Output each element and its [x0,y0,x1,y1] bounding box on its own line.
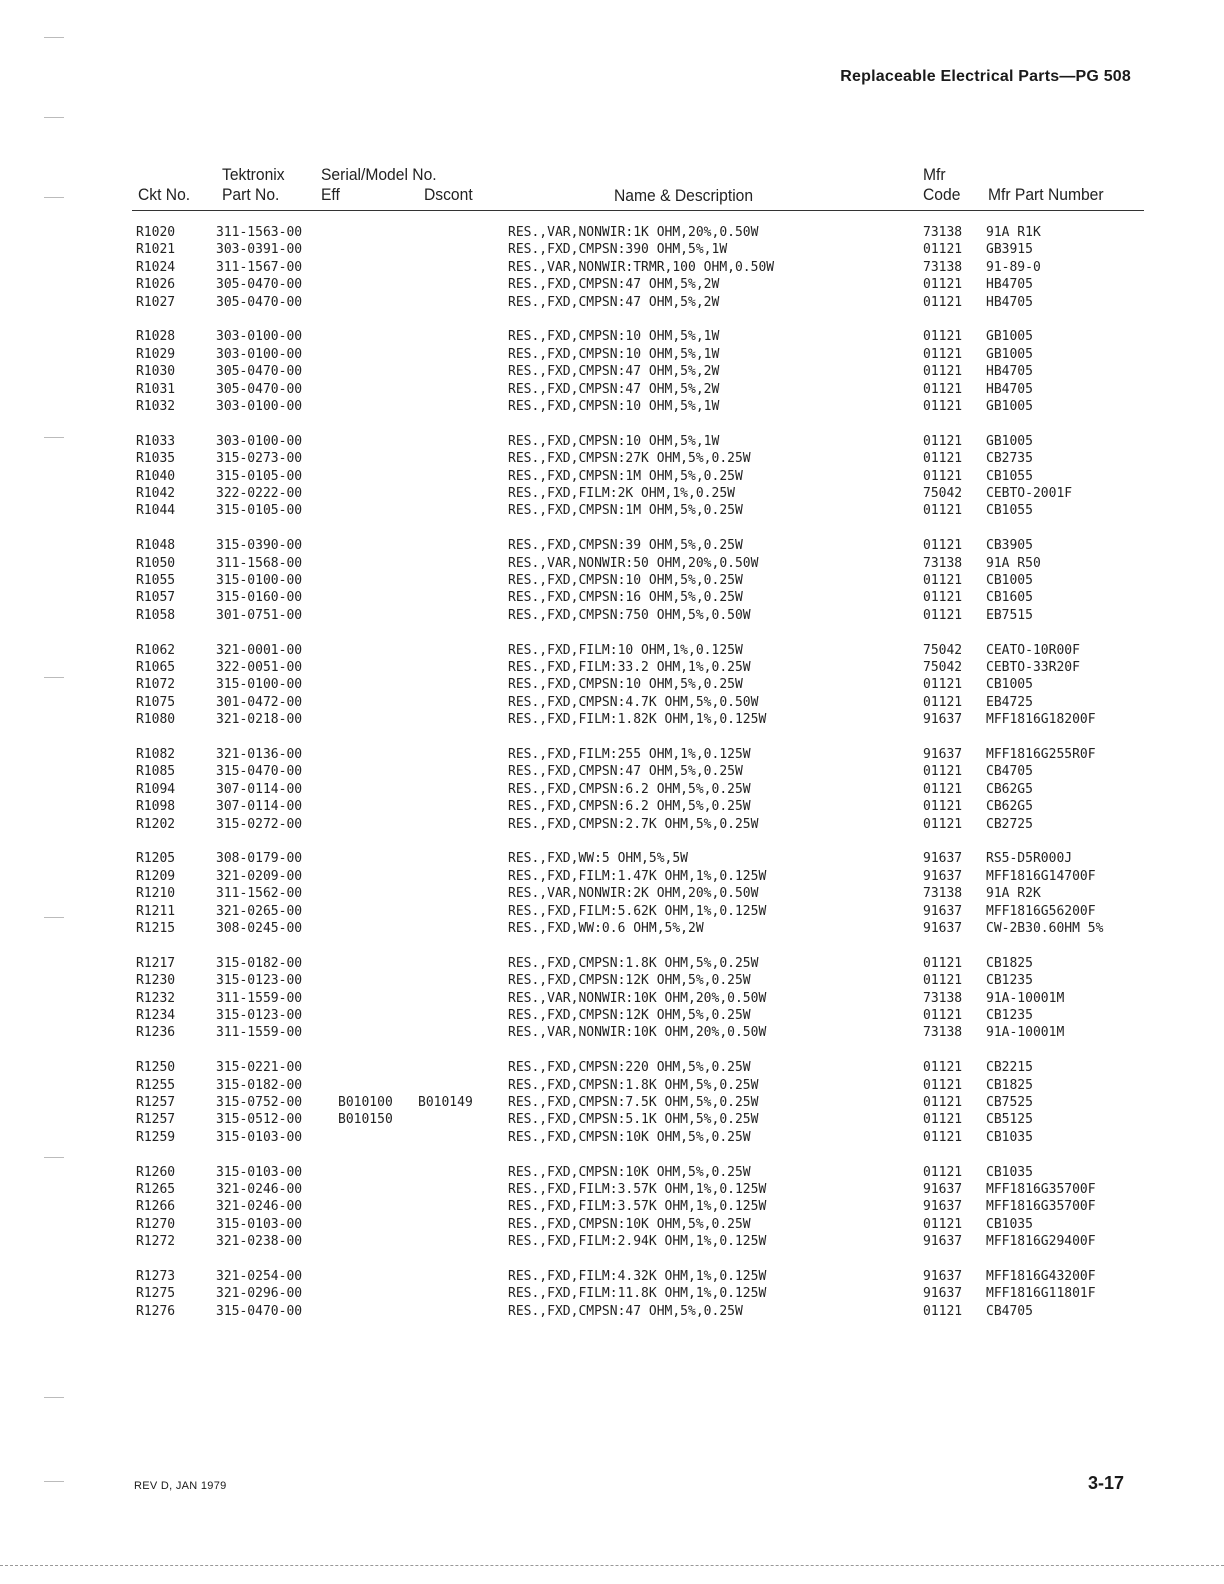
description-cell: RES.,FXD,WW:5 OHM,5%,5W [508,851,689,867]
ckt-no-cell: R1236 [136,1025,176,1041]
margin-mark [44,117,64,118]
ckt-no-cell: R1082 [136,747,176,762]
mfr-part-cell: CB1605 [986,590,1033,606]
margin-mark [44,1157,64,1158]
mfr-code-cell: 01121 [923,433,963,449]
part-no-cell: 321-0246-00 [216,1199,303,1215]
mfr-code-cell: 73138 [923,225,963,240]
ckt-no-cell: R1026 [136,277,176,293]
ckt-no-cell: R1057 [136,590,176,606]
margin-mark [44,37,64,38]
margin-mark [44,437,64,438]
description-cell: RES.,FXD,CMPSN:10K OHM,5%,0.25W [508,1129,751,1145]
part-no-cell: 311-1568-00 [216,555,303,571]
mfr-code-cell: 01121 [923,1303,963,1319]
part-no-cell: 321-0265-00 [216,903,303,919]
mfr-code-cell: 01121 [923,364,963,380]
mfr-part-cell: MFF1816G29400F [986,1234,1096,1250]
description-cell: RES.,FXD,CMPSN:12K OHM,5%,0.25W [508,973,751,989]
mfr-part-cell: 91A-10001M [986,1025,1065,1041]
description-cell: RES.,FXD,CMPSN:220 OHM,5%,0.25W [508,1060,751,1076]
ckt-no-cell: R1205 [136,851,176,867]
ckt-no-cell: R1030 [136,364,176,380]
ckt-no-cell: R1055 [136,573,176,588]
part-no-cell: 305-0470-00 [216,364,303,380]
part-no-cell: 315-0123-00 [216,1008,303,1023]
mfr-code-cell: 01121 [923,1077,963,1093]
part-no-cell: 321-0238-00 [216,1234,303,1250]
mfr-code-cell: 01121 [923,590,963,606]
description-cell: RES.,FXD,CMPSN:10 OHM,5%,0.25W [508,573,743,588]
mfr-part-cell: CEBTO-33R20F [986,660,1080,675]
col-dscont: Dscont [424,185,473,204]
ckt-no-cell: R1080 [136,712,176,728]
description-cell: RES.,FXD,CMPSN:16 OHM,5%,0.25W [508,590,743,606]
part-no-cell: 315-0390-00 [216,538,303,554]
part-no-cell: 303-0100-00 [216,346,303,362]
part-no-cell: 311-1567-00 [216,259,303,275]
part-no-cell: 322-0051-00 [216,660,303,675]
mfr-part-cell: CB4705 [986,764,1033,780]
col-tektronix: Tektronix [222,165,285,184]
mfr-code-cell: 01121 [923,816,963,832]
ckt-no-cell: R1024 [136,259,176,275]
description-cell: RES.,FXD,FILM:10 OHM,1%,0.125W [508,642,743,658]
description-cell: RES.,FXD,CMPSN:4.7K OHM,5%,0.50W [508,694,759,710]
mfr-code-cell: 91637 [923,747,963,762]
margin-mark [44,677,64,678]
description-cell: RES.,FXD,CMPSN:47 OHM,5%,2W [508,381,720,397]
mfr-code-cell: 91637 [923,851,963,867]
col-code: Code [923,185,961,204]
mfr-part-cell: HB4705 [986,277,1033,293]
description-cell: RES.,FXD,CMPSN:39 OHM,5%,0.25W [508,538,743,554]
mfr-code-cell: 01121 [923,1112,963,1128]
part-no-cell: 321-0296-00 [216,1286,303,1302]
description-cell: RES.,FXD,CMPSN:1M OHM,5%,0.25W [508,503,743,519]
part-no-cell: 315-0512-00 [216,1112,303,1128]
part-no-cell: 315-0123-00 [216,973,303,989]
dscont-cell: B010149 [418,1095,473,1110]
part-no-cell: 315-0182-00 [216,1077,303,1093]
ckt-no-cell: R1032 [136,399,176,414]
margin-mark [44,1481,64,1482]
mfr-part-cell: HB4705 [986,294,1033,310]
ckt-no-cell: R1040 [136,468,176,484]
description-cell: RES.,FXD,CMPSN:7.5K OHM,5%,0.25W [508,1095,759,1110]
ckt-no-cell: R1031 [136,381,176,397]
col-mfr: Mfr [923,165,946,184]
mfr-code-cell: 01121 [923,503,963,519]
description-cell: RES.,FXD,CMPSN:47 OHM,5%,0.25W [508,764,743,780]
mfr-part-cell: 91A R50 [986,555,1041,571]
part-no-cell: 311-1559-00 [216,990,303,1006]
description-cell: RES.,FXD,FILM:33.2 OHM,1%,0.25W [508,660,751,675]
part-no-cell: 305-0470-00 [216,381,303,397]
mfr-part-cell: 91A-10001M [986,990,1065,1006]
ckt-no-cell: R1027 [136,294,176,310]
ckt-no-cell: R1272 [136,1234,176,1250]
part-no-cell: 315-0273-00 [216,451,303,467]
description-cell: RES.,FXD,CMPSN:12K OHM,5%,0.25W [508,1008,751,1023]
ckt-no-cell: R1048 [136,538,176,554]
mfr-part-cell: MFF1816G255R0F [986,747,1096,762]
part-no-cell: 303-0100-00 [216,433,303,449]
description-cell: RES.,FXD,FILM:3.57K OHM,1%,0.125W [508,1182,767,1197]
ckt-no-cell: R1257 [136,1095,176,1110]
mfr-code-cell: 01121 [923,381,963,397]
part-no-cell: 315-0221-00 [216,1060,303,1076]
eff-cell: B010100 [338,1095,393,1110]
description-cell: RES.,VAR,NONWIR:10K OHM,20%,0.50W [508,1025,767,1041]
mfr-code-cell: 75042 [923,660,963,675]
ckt-no-cell: R1042 [136,486,176,501]
mfr-code-cell: 91637 [923,921,963,936]
description-cell: RES.,FXD,FILM:4.32K OHM,1%,0.125W [508,1269,767,1284]
description-cell: RES.,FXD,FILM:2.94K OHM,1%,0.125W [508,1234,767,1250]
ckt-no-cell: R1260 [136,1164,176,1180]
mfr-code-cell: 01121 [923,451,963,467]
mfr-part-cell: CW-2B30.60HM 5% [986,921,1104,936]
col-serial-model: Serial/Model No. [321,165,437,184]
part-no-cell: 307-0114-00 [216,781,303,797]
ckt-no-cell: R1062 [136,642,176,658]
description-cell: RES.,VAR,NONWIR:2K OHM,20%,0.50W [508,886,759,902]
ckt-no-cell: R1035 [136,451,176,467]
mfr-code-cell: 91637 [923,903,963,919]
mfr-part-cell: RS5-D5R000J [986,851,1073,867]
mfr-code-cell: 01121 [923,538,963,554]
part-no-cell: 303-0100-00 [216,329,303,345]
mfr-code-cell: 01121 [923,677,963,693]
part-no-cell: 315-0182-00 [216,955,303,971]
mfr-part-cell: 91-89-0 [986,259,1041,275]
ckt-no-cell: R1020 [136,225,176,240]
mfr-code-cell: 01121 [923,346,963,362]
ckt-no-cell: R1033 [136,433,176,449]
description-cell: RES.,FXD,FILM:3.57K OHM,1%,0.125W [508,1199,767,1215]
mfr-code-cell: 01121 [923,242,963,258]
ckt-no-cell: R1275 [136,1286,176,1302]
mfr-part-cell: CB5125 [986,1112,1033,1128]
description-cell: RES.,VAR,NONWIR:10K OHM,20%,0.50W [508,990,767,1006]
ckt-no-cell: R1234 [136,1008,176,1023]
mfr-code-cell: 01121 [923,955,963,971]
description-cell: RES.,FXD,CMPSN:10K OHM,5%,0.25W [508,1164,751,1180]
part-no-cell: 315-0470-00 [216,764,303,780]
ckt-no-cell: R1230 [136,973,176,989]
mfr-part-cell: CB1055 [986,468,1033,484]
part-no-cell: 321-0209-00 [216,868,303,884]
mfr-code-cell: 91637 [923,1269,963,1284]
ckt-no-cell: R1215 [136,921,176,936]
mfr-code-cell: 01121 [923,573,963,588]
mfr-part-cell: HB4705 [986,364,1033,380]
ckt-no-cell: R1044 [136,503,176,519]
mfr-code-cell: 91637 [923,1234,963,1250]
mfr-part-cell: CB2735 [986,451,1033,467]
page-title: Replaceable Electrical Parts—PG 508 [840,68,1131,85]
description-cell: RES.,FXD,CMPSN:5.1K OHM,5%,0.25W [508,1112,759,1128]
part-no-cell: 315-0470-00 [216,1303,303,1319]
ckt-no-cell: R1273 [136,1269,176,1284]
mfr-part-cell: CB4705 [986,1303,1033,1319]
description-cell: RES.,VAR,NONWIR:1K OHM,20%,0.50W [508,225,759,240]
ckt-no-cell: R1075 [136,694,176,710]
mfr-code-cell: 01121 [923,1129,963,1145]
mfr-code-cell: 75042 [923,486,963,501]
description-cell: RES.,FXD,FILM:11.8K OHM,1%,0.125W [508,1286,767,1302]
description-cell: RES.,FXD,CMPSN:47 OHM,5%,2W [508,294,720,310]
mfr-part-cell: CB1825 [986,955,1033,971]
description-cell: RES.,FXD,CMPSN:2.7K OHM,5%,0.25W [508,816,759,832]
mfr-part-cell: CB1035 [986,1216,1033,1232]
description-cell: RES.,FXD,CMPSN:6.2 OHM,5%,0.25W [508,781,751,797]
mfr-part-cell: 91A R1K [986,225,1041,240]
mfr-code-cell: 01121 [923,973,963,989]
mfr-code-cell: 91637 [923,712,963,728]
part-no-cell: 315-0103-00 [216,1164,303,1180]
mfr-part-cell: CB1235 [986,1008,1033,1023]
mfr-code-cell: 91637 [923,1182,963,1197]
part-no-cell: 308-0179-00 [216,851,303,867]
ckt-no-cell: R1085 [136,764,176,780]
ckt-no-cell: R1058 [136,607,176,623]
part-no-cell: 315-0105-00 [216,503,303,519]
mfr-part-cell: GB1005 [986,329,1033,345]
description-cell: RES.,FXD,CMPSN:47 OHM,5%,0.25W [508,1303,743,1319]
margin-mark [44,197,64,198]
mfr-part-cell: GB3915 [986,242,1033,258]
ckt-no-cell: R1211 [136,903,176,919]
part-no-cell: 322-0222-00 [216,486,303,501]
mfr-part-cell: GB1005 [986,399,1033,414]
description-cell: RES.,FXD,CMPSN:390 OHM,5%,1W [508,242,728,258]
ckt-no-cell: R1098 [136,799,176,815]
ckt-no-cell: R1094 [136,781,176,797]
mfr-part-cell: CB1055 [986,503,1033,519]
mfr-part-cell: CB62G5 [986,799,1033,815]
description-cell: RES.,FXD,FILM:5.62K OHM,1%,0.125W [508,903,767,919]
description-cell: RES.,FXD,CMPSN:47 OHM,5%,2W [508,277,720,293]
part-no-cell: 315-0272-00 [216,816,303,832]
description-cell: RES.,FXD,CMPSN:10 OHM,5%,1W [508,346,720,362]
part-no-cell: 311-1562-00 [216,886,303,902]
ckt-no-cell: R1072 [136,677,176,693]
mfr-code-cell: 01121 [923,399,963,414]
mfr-part-cell: HB4705 [986,381,1033,397]
mfr-part-cell: CB1005 [986,573,1033,588]
mfr-part-cell: GB1005 [986,433,1033,449]
mfr-code-cell: 01121 [923,468,963,484]
description-cell: RES.,FXD,CMPSN:1M OHM,5%,0.25W [508,468,743,484]
description-cell: RES.,FXD,CMPSN:1.8K OHM,5%,0.25W [508,1077,759,1093]
ckt-no-cell: R1050 [136,555,176,571]
description-cell: RES.,FXD,CMPSN:10 OHM,5%,0.25W [508,677,743,693]
mfr-code-cell: 01121 [923,1164,963,1180]
mfr-part-cell: CB2215 [986,1060,1033,1076]
mfr-part-cell: CB1825 [986,1077,1033,1093]
mfr-code-cell: 01121 [923,1095,963,1110]
ckt-no-cell: R1028 [136,329,176,345]
mfr-part-cell: CB1035 [986,1129,1033,1145]
ckt-no-cell: R1276 [136,1303,176,1319]
description-cell: RES.,FXD,CMPSN:47 OHM,5%,2W [508,364,720,380]
part-no-cell: 321-0246-00 [216,1182,303,1197]
mfr-code-cell: 01121 [923,277,963,293]
part-no-cell: 305-0470-00 [216,294,303,310]
part-no-cell: 301-0751-00 [216,607,303,623]
mfr-code-cell: 91637 [923,1199,963,1215]
mfr-part-cell: CEBTO-2001F [986,486,1073,501]
mfr-part-cell: CB1235 [986,973,1033,989]
description-cell: RES.,FXD,CMPSN:10 OHM,5%,1W [508,329,720,345]
margin-mark [44,917,64,918]
description-cell: RES.,VAR,NONWIR:TRMR,100 OHM,0.50W [508,259,775,275]
mfr-code-cell: 73138 [923,990,963,1006]
ckt-no-cell: R1270 [136,1216,176,1232]
mfr-code-cell: 73138 [923,886,963,902]
ckt-no-cell: R1265 [136,1182,176,1197]
ckt-no-cell: R1257 [136,1112,176,1128]
part-no-cell: 303-0100-00 [216,399,303,414]
mfr-part-cell: MFF1816G43200F [986,1269,1096,1284]
mfr-part-cell: MFF1816G14700F [986,868,1096,884]
part-no-cell: 315-0752-00 [216,1095,303,1110]
mfr-code-cell: 01121 [923,294,963,310]
mfr-code-cell: 01121 [923,764,963,780]
part-no-cell: 315-0100-00 [216,677,303,693]
mfr-part-cell: 91A R2K [986,886,1041,902]
part-no-cell: 315-0103-00 [216,1216,303,1232]
description-cell: RES.,FXD,FILM:1.47K OHM,1%,0.125W [508,868,767,884]
mfr-code-cell: 73138 [923,1025,963,1041]
part-no-cell: 311-1563-00 [216,225,303,240]
ckt-no-cell: R1232 [136,990,176,1006]
description-cell: RES.,FXD,CMPSN:750 OHM,5%,0.50W [508,607,751,623]
mfr-code-cell: 73138 [923,259,963,275]
part-no-cell: 307-0114-00 [216,799,303,815]
col-mfr-part-number: Mfr Part Number [988,185,1104,204]
description-cell: RES.,FXD,CMPSN:10K OHM,5%,0.25W [508,1216,751,1232]
eff-cell: B010150 [338,1112,393,1128]
mfr-part-cell: CB62G5 [986,781,1033,797]
ckt-no-cell: R1210 [136,886,176,902]
description-cell: RES.,FXD,CMPSN:1.8K OHM,5%,0.25W [508,955,759,971]
part-no-cell: 321-0001-00 [216,642,303,658]
part-no-cell: 321-0136-00 [216,747,303,762]
part-no-cell: 321-0254-00 [216,1269,303,1284]
mfr-part-cell: EB7515 [986,607,1033,623]
part-no-cell: 315-0105-00 [216,468,303,484]
mfr-code-cell: 01121 [923,1060,963,1076]
mfr-code-cell: 01121 [923,781,963,797]
mfr-part-cell: EB4725 [986,694,1033,710]
part-no-cell: 301-0472-00 [216,694,303,710]
part-no-cell: 321-0218-00 [216,712,303,728]
part-no-cell: 315-0160-00 [216,590,303,606]
page-number: 3-17 [1087,1473,1124,1493]
description-cell: RES.,VAR,NONWIR:50 OHM,20%,0.50W [508,555,759,571]
revision-label: REV D, JAN 1979 [134,1480,227,1492]
margin-mark [44,1397,64,1398]
mfr-code-cell: 91637 [923,1286,963,1302]
description-cell: RES.,FXD,FILM:255 OHM,1%,0.125W [508,747,751,762]
ckt-no-cell: R1029 [136,346,176,362]
part-no-cell: 315-0103-00 [216,1129,303,1145]
mfr-code-cell: 01121 [923,1008,963,1023]
part-no-cell: 315-0100-00 [216,573,303,588]
ckt-no-cell: R1255 [136,1077,176,1093]
ckt-no-cell: R1250 [136,1060,176,1076]
mfr-part-cell: GB1005 [986,346,1033,362]
ckt-no-cell: R1202 [136,816,176,832]
mfr-code-cell: 01121 [923,1216,963,1232]
ckt-no-cell: R1065 [136,660,176,675]
ckt-no-cell: R1217 [136,955,176,971]
mfr-part-cell: CEATO-10R00F [986,642,1080,658]
description-cell: RES.,FXD,FILM:2K OHM,1%,0.25W [508,486,735,501]
mfr-part-cell: CB3905 [986,538,1033,554]
mfr-part-cell: MFF1816G18200F [986,712,1096,728]
mfr-part-cell: CB7525 [986,1095,1033,1110]
mfr-code-cell: 91637 [923,868,963,884]
mfr-part-cell: MFF1816G56200F [986,903,1096,919]
mfr-part-cell: CB1035 [986,1164,1033,1180]
part-no-cell: 305-0470-00 [216,277,303,293]
description-cell: RES.,FXD,FILM:1.82K OHM,1%,0.125W [508,712,767,728]
ckt-no-cell: R1266 [136,1199,176,1215]
mfr-code-cell: 01121 [923,329,963,345]
col-ckt-no: Ckt No. [138,185,191,204]
mfr-part-cell: MFF1816G35700F [986,1199,1096,1215]
description-cell: RES.,FXD,CMPSN:10 OHM,5%,1W [508,433,720,449]
col-name-description: Name & Description [614,186,754,205]
ckt-no-cell: R1209 [136,868,176,884]
ckt-no-cell: R1259 [136,1129,176,1145]
part-no-cell: 308-0245-00 [216,921,303,936]
ckt-no-cell: R1021 [136,242,176,258]
description-cell: RES.,FXD,CMPSN:6.2 OHM,5%,0.25W [508,799,751,815]
col-eff: Eff [321,185,340,204]
mfr-part-cell: MFF1816G11801F [986,1286,1096,1302]
description-cell: RES.,FXD,CMPSN:10 OHM,5%,1W [508,399,720,414]
part-no-cell: 311-1559-00 [216,1025,303,1041]
mfr-code-cell: 01121 [923,694,963,710]
description-cell: RES.,FXD,CMPSN:27K OHM,5%,0.25W [508,451,751,467]
col-part-no: Part No. [222,185,280,204]
mfr-code-cell: 73138 [923,555,963,571]
mfr-part-cell: MFF1816G35700F [986,1182,1096,1197]
mfr-code-cell: 01121 [923,607,963,623]
description-cell: RES.,FXD,WW:0.6 OHM,5%,2W [508,921,704,936]
part-no-cell: 303-0391-00 [216,242,303,258]
page-bottom-edge [0,1565,1224,1566]
mfr-part-cell: CB2725 [986,816,1033,832]
mfr-code-cell: 75042 [923,642,963,658]
mfr-code-cell: 01121 [923,799,963,815]
mfr-part-cell: CB1005 [986,677,1033,693]
